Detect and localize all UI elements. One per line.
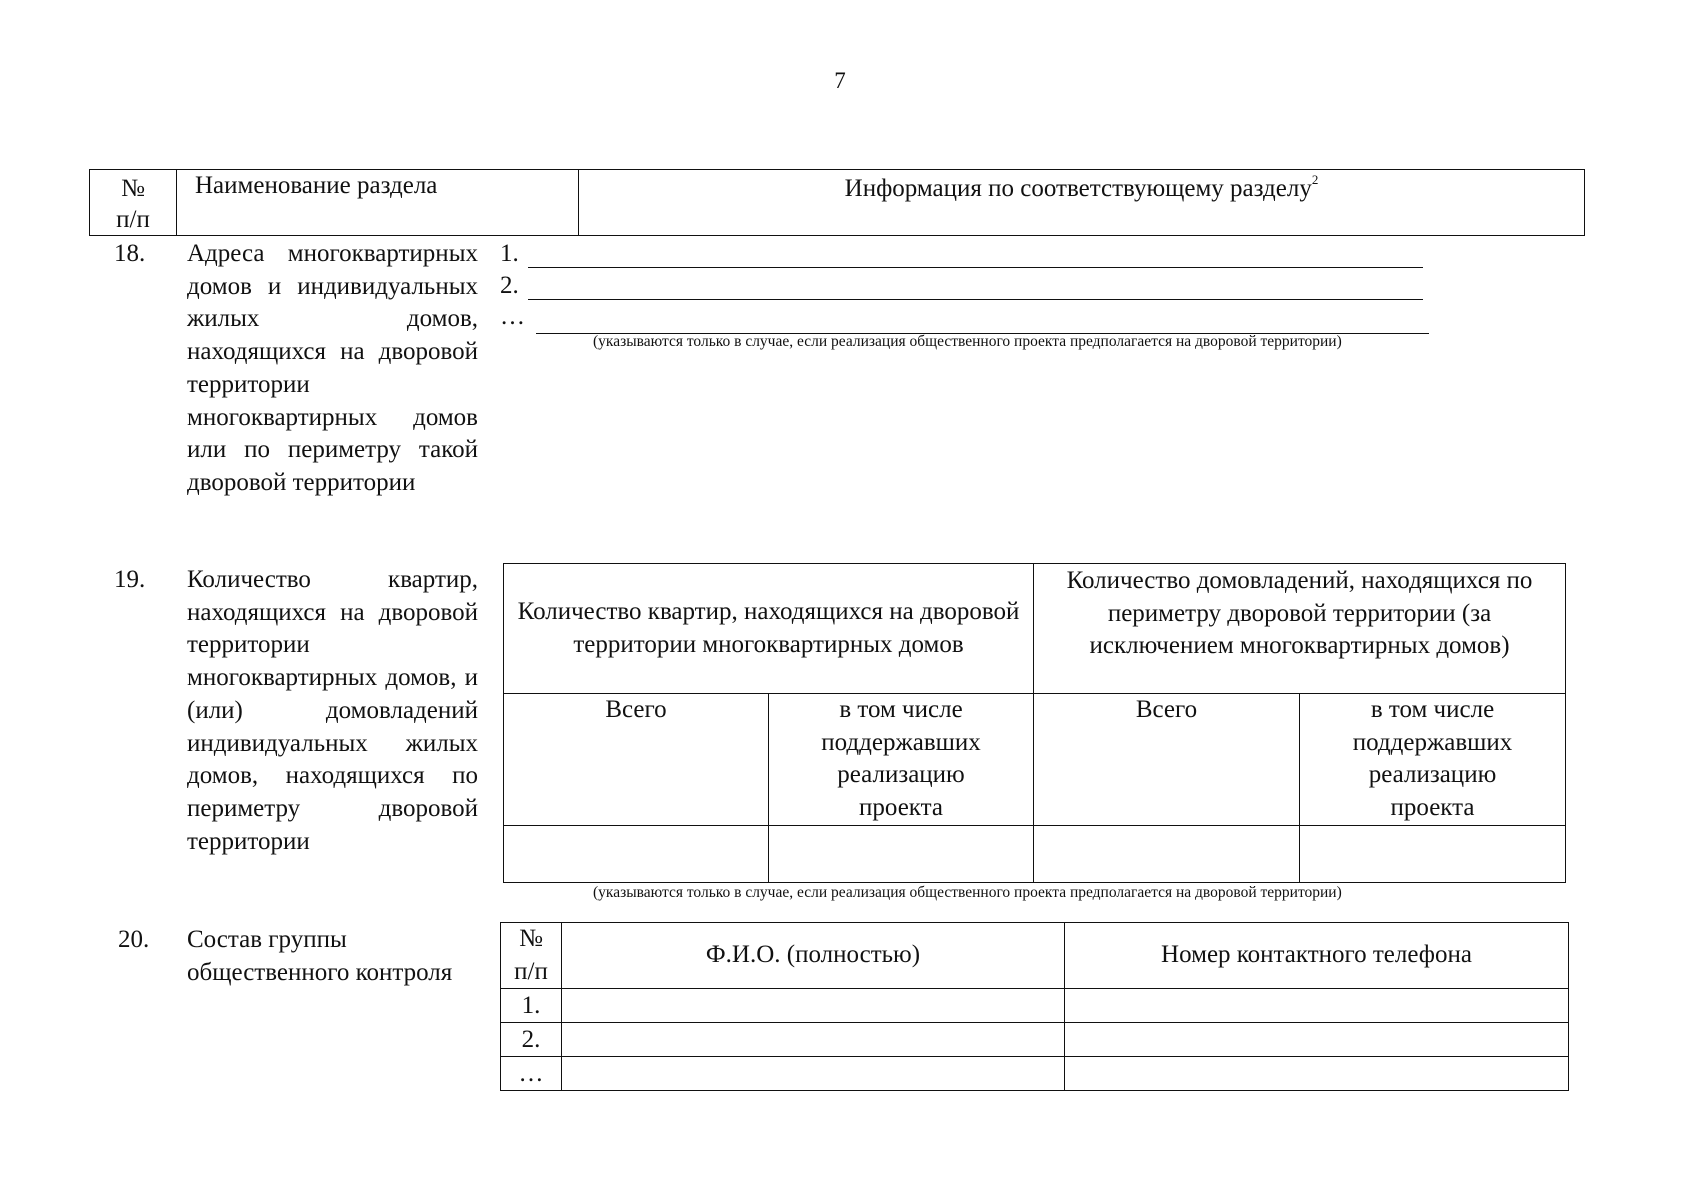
address-line-1[interactable]: [528, 240, 1423, 268]
address-line-2[interactable]: [528, 272, 1423, 300]
header-col-name: Наименование раздела: [177, 170, 579, 235]
control-row-2-fio[interactable]: [562, 1023, 1065, 1057]
control-col-phone: Номер контактного телефона: [1065, 923, 1569, 989]
address-item-2-label: 2.: [500, 272, 519, 299]
apartments-count-table: [503, 563, 1566, 883]
header-col-number: [90, 170, 177, 235]
header-info-label: Информация по соответствующему разделу: [844, 175, 1312, 202]
header-col-info: [579, 170, 1584, 235]
control-num-abbr: п/п: [514, 957, 548, 985]
control-row-more-number: …: [501, 1057, 562, 1091]
control-row-1-number: 1.: [501, 989, 562, 1023]
control-row-2-phone[interactable]: [1065, 1023, 1569, 1057]
section-table-header: [89, 169, 1585, 236]
row-18-number: 18.: [114, 240, 146, 267]
control-row-1-phone[interactable]: [1065, 989, 1569, 1023]
row-20-number: 20.: [118, 926, 150, 953]
households-supported-header: в том числе поддержавших реализацию проекта: [1300, 694, 1566, 826]
control-row-more-fio[interactable]: [562, 1057, 1065, 1091]
households-group-header: Количество домовладений, находящихся по периметру дворовой территории (за исключением многоквартирных домов): [1034, 564, 1566, 694]
control-col-number: [501, 923, 562, 989]
row-18-title: Адреса многоквартирных домов и индивидуальных жилых домов, находящихся на дворовой территории многоквартирных домов или по периметру такой дворовой территории: [187, 240, 478, 496]
page-number: 7: [834, 68, 846, 93]
row-19-title: Количество квартир, находящихся на дворовой территории многоквартирных домов, и (или) домовладений индивидуальных жилых домов, находящихся по периметру дворовой территории: [187, 566, 478, 855]
apartments-total-cell[interactable]: [504, 826, 769, 883]
control-col-fio: Ф.И.О. (полностью): [562, 923, 1065, 989]
control-group-table: [500, 922, 1569, 1091]
households-total-header: Всего: [1034, 694, 1300, 826]
apartments-supported-header: в том числе поддержавших реализацию проекта: [769, 694, 1034, 826]
control-row-1-fio[interactable]: [562, 989, 1065, 1023]
row-18-note: (указываются только в случае, если реализация общественного проекта предполагается на дворовой территории): [593, 333, 1342, 350]
header-num-symbol: №: [121, 175, 145, 202]
address-line-more[interactable]: [536, 306, 1429, 334]
row-19-note: (указываются только в случае, если реализация общественного проекта предполагается на дворовой территории): [593, 884, 1342, 901]
address-item-1-label: 1.: [500, 240, 519, 267]
row-20-title: Состав группы общественного контроля: [187, 926, 453, 986]
households-total-cell[interactable]: [1034, 826, 1300, 883]
households-supported-cell[interactable]: [1300, 826, 1566, 883]
address-item-more-label: …: [500, 303, 525, 330]
footnote-marker: 2: [1311, 172, 1319, 187]
header-num-abbr: п/п: [116, 206, 150, 233]
control-num-symbol: №: [519, 925, 543, 952]
control-row-2-number: 2.: [501, 1023, 562, 1057]
control-row-more-phone[interactable]: [1065, 1057, 1569, 1091]
apartments-supported-cell[interactable]: [769, 826, 1034, 883]
apartments-total-header: Всего: [504, 694, 769, 826]
apartments-group-header: Количество квартир, находящихся на дворовой территории многоквартирных домов: [504, 564, 1034, 694]
row-19-number: 19.: [114, 566, 146, 593]
